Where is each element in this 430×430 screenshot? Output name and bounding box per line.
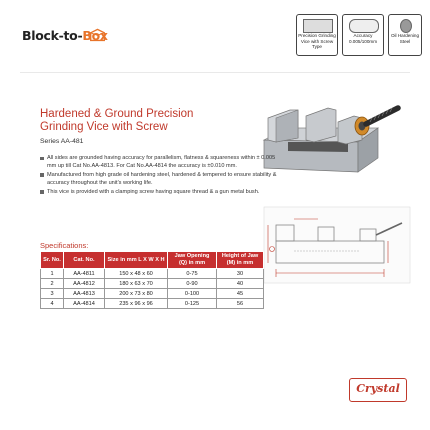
col-size: Size in mm L X W X H xyxy=(105,252,168,269)
feature-grinding-vice xyxy=(296,14,338,56)
cell: 180 x 63 x 70 xyxy=(105,279,168,289)
vice-product-image xyxy=(258,88,408,188)
table-row xyxy=(41,279,264,289)
table-row xyxy=(41,289,264,299)
feature-label: Precision Grinding Vice with Screw Type xyxy=(298,33,336,49)
bullet-item: Manufactured from high grade oil hardening steel, hardened & tempered to ensure stability & accuracy throughout the unit's working life. xyxy=(40,171,280,188)
cell: 0-75 xyxy=(168,269,217,279)
cell: 4 xyxy=(41,299,64,309)
table-row xyxy=(41,299,264,309)
col-cat-no: Cat. No. xyxy=(64,252,105,269)
crystal-brand-badge: Crystal xyxy=(349,378,407,402)
cell: AA-4814 xyxy=(64,299,105,309)
feature-label: Oil Hardening Steel xyxy=(390,33,420,44)
cell: 2 xyxy=(41,279,64,289)
cell: 0-125 xyxy=(168,299,217,309)
col-jaw-opening: Jaw Opening (Q) in mm xyxy=(168,252,217,269)
feature-oil-steel xyxy=(388,14,422,56)
cell: 235 x 96 x 96 xyxy=(105,299,168,309)
cell: 30 xyxy=(217,269,264,279)
cell: 1 xyxy=(41,269,64,279)
table-row xyxy=(41,269,264,279)
grinding-vice-icon xyxy=(303,19,333,33)
cell: AA-4811 xyxy=(64,269,105,279)
col-jaw-height: Height of Jaw (M) in mm xyxy=(217,252,264,269)
cell: 40 xyxy=(217,279,264,289)
feature-label: Accuracy 0.005/100mm xyxy=(348,33,378,44)
specifications-label: Specifications: xyxy=(40,241,89,250)
feature-accuracy xyxy=(342,14,384,56)
brand-prefix: Block-to- xyxy=(22,28,83,43)
cell: 200 x 73 x 80 xyxy=(105,289,168,299)
product-description xyxy=(40,154,280,196)
cell: 56 xyxy=(217,299,264,309)
cell: 0-90 xyxy=(168,279,217,289)
cell: AA-4813 xyxy=(64,289,105,299)
cell: 150 x 48 x 60 xyxy=(105,269,168,279)
dimension-drawing xyxy=(262,205,412,285)
brand-suffix: Box xyxy=(82,28,108,43)
header-divider xyxy=(20,72,410,73)
oil-drop-icon xyxy=(400,19,412,33)
cell: 0-100 xyxy=(168,289,217,299)
bullet-item: All sides are grounded having accuracy for parallelism, flatness & squareness within ± 0.005 mm up till Cat No.AA-4813. For Cat No.AA-4814 the accuracy is ±0.010 mm. xyxy=(40,154,280,171)
cell: 45 xyxy=(217,289,264,299)
accuracy-gauge-icon xyxy=(349,19,379,33)
cell: AA-4812 xyxy=(64,279,105,289)
col-sr-no: Sr. No. xyxy=(41,252,64,269)
product-series: Series AA-481 xyxy=(40,138,84,145)
box-logo-icon xyxy=(89,26,106,43)
cell: 3 xyxy=(41,289,64,299)
bullet-item: This vice is provided with a clamping screw having square thread & a gun metal bush. xyxy=(40,188,280,196)
product-title: Hardened & Ground Precision Grinding Vice with Screw xyxy=(40,108,194,133)
specifications-table xyxy=(40,251,264,309)
table-header-row xyxy=(41,252,264,269)
